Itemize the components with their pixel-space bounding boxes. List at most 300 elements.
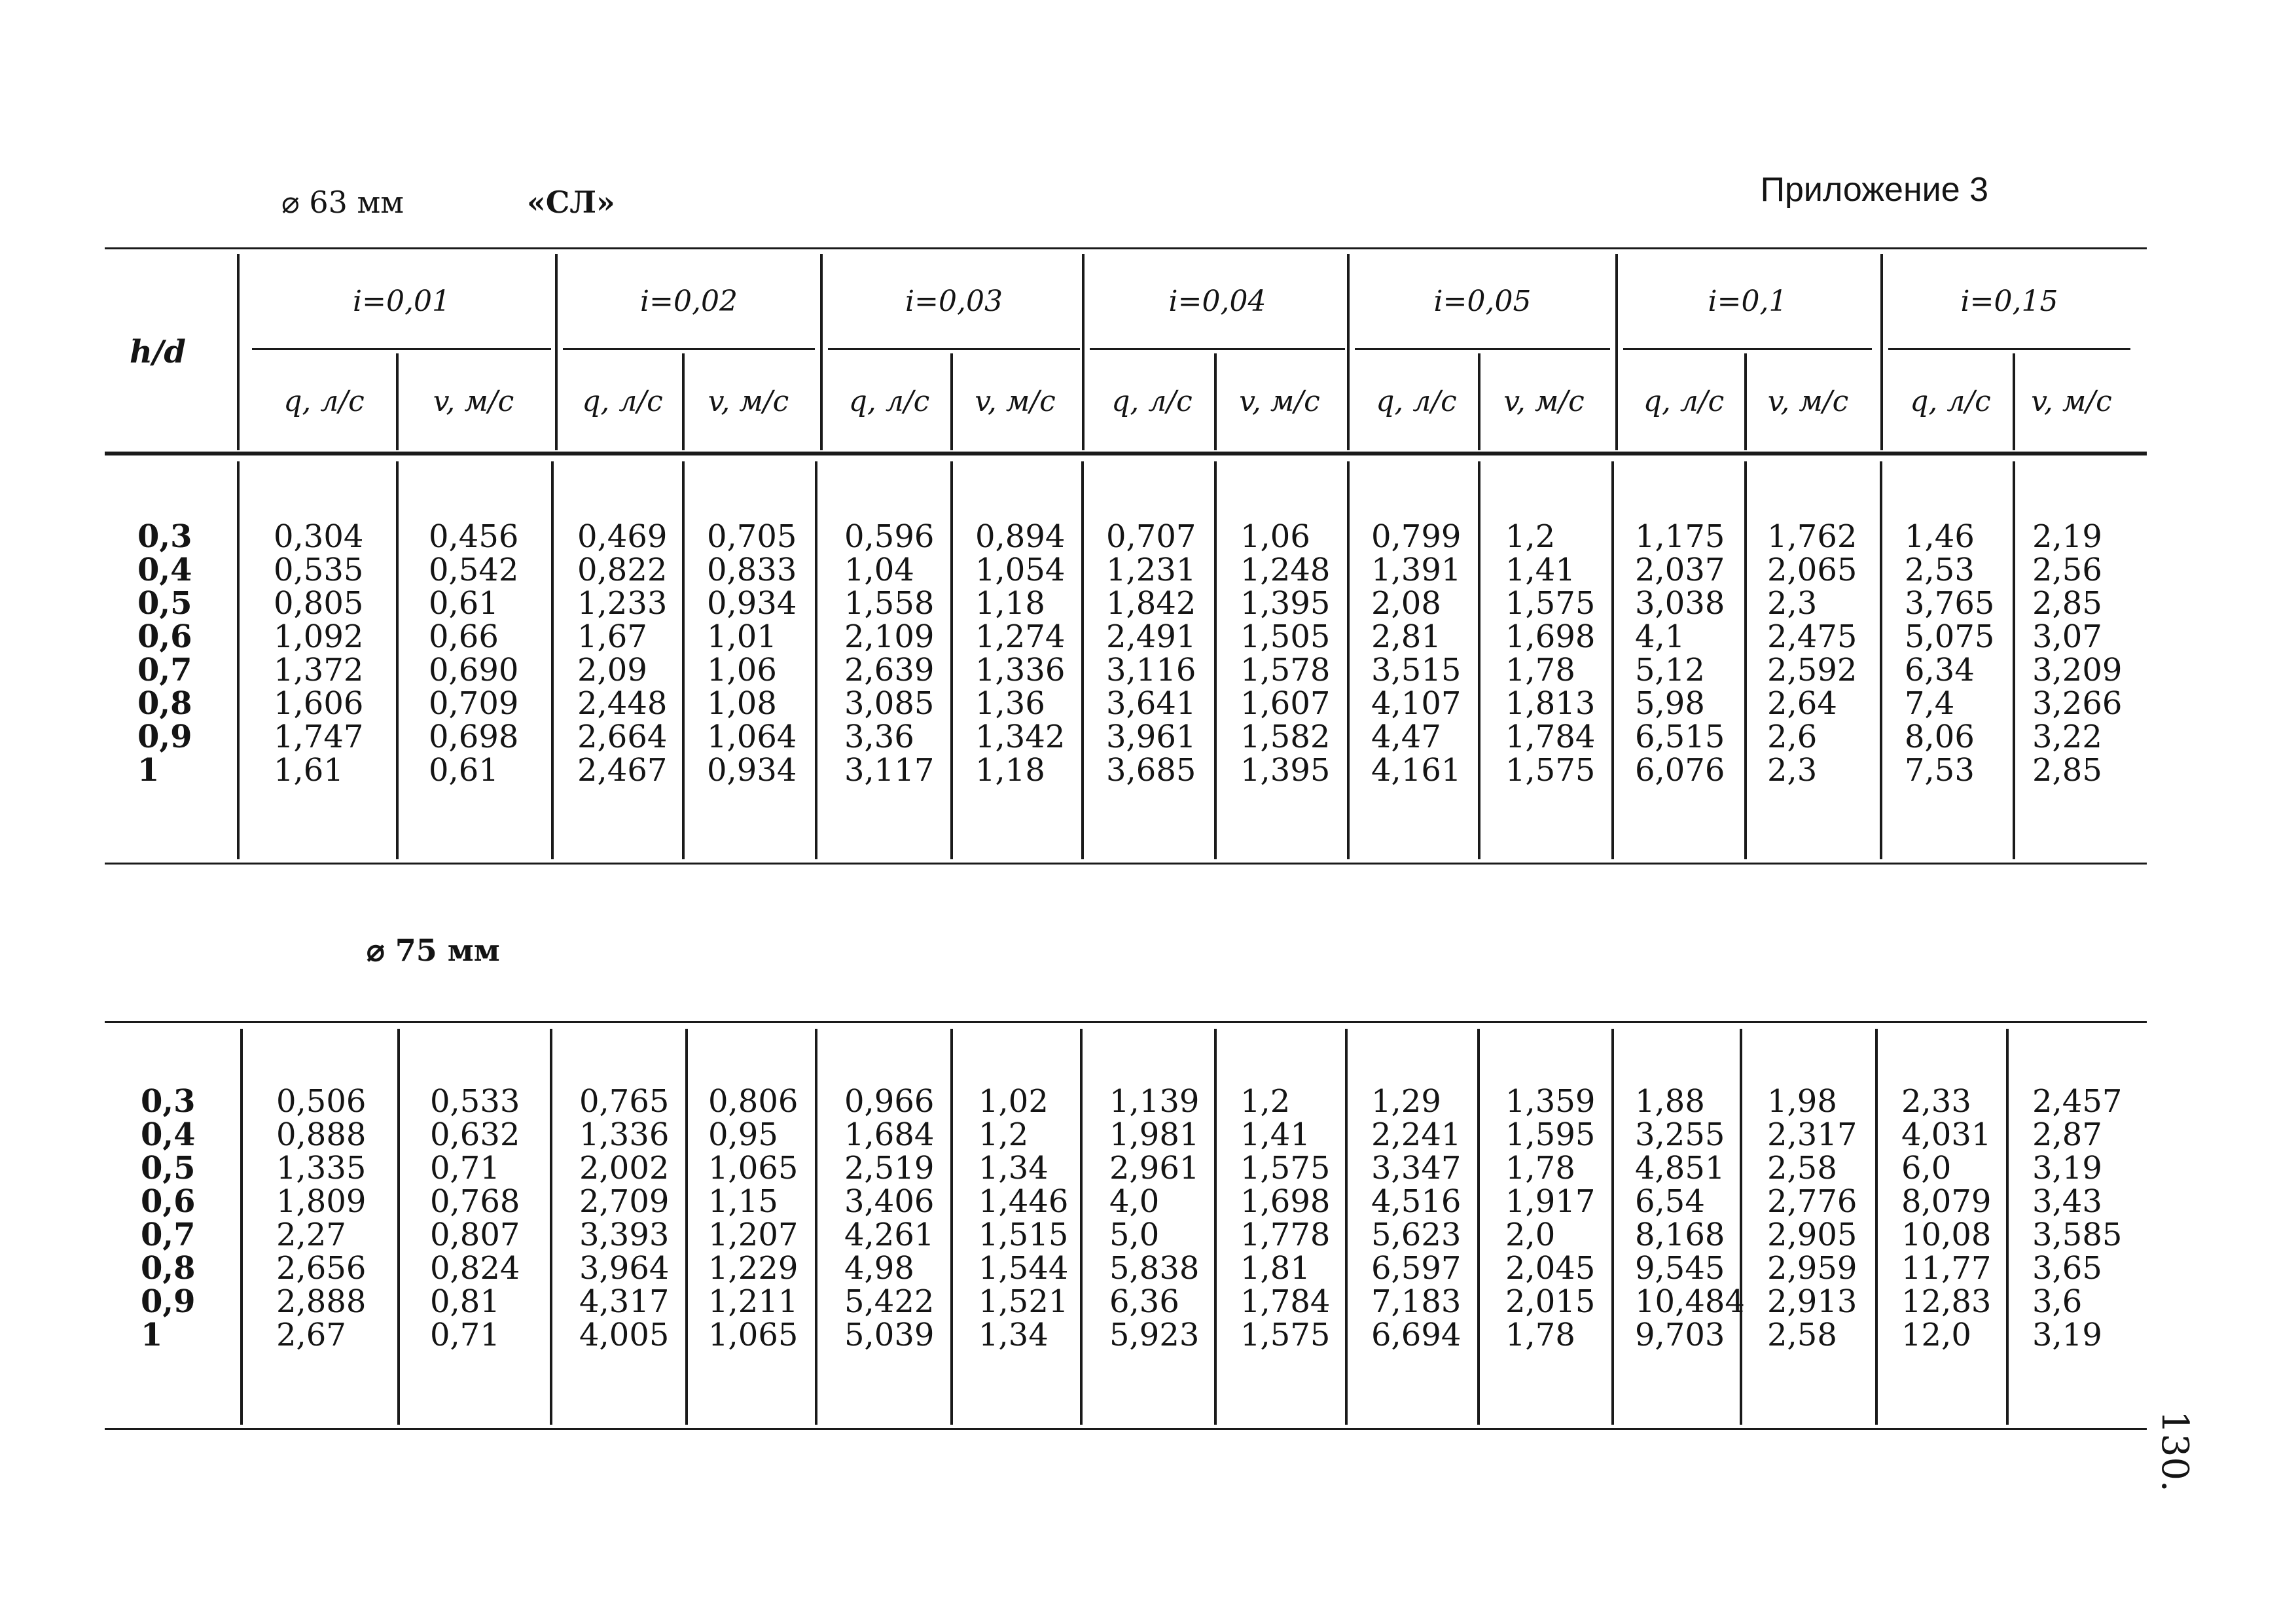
- table-cell: 2,08: [1371, 585, 1441, 622]
- table-cell: 1,139: [1109, 1083, 1200, 1120]
- table-cell: 8,06: [1905, 719, 1975, 755]
- table-cell: 6,076: [1635, 752, 1725, 789]
- table-cell: 3,685: [1106, 752, 1196, 789]
- group-sub-rule: [563, 348, 815, 350]
- diameter-63-label: ⌀ 63 мм: [281, 185, 404, 220]
- table-cell: 0,95: [708, 1116, 778, 1153]
- table-cell: 5,075: [1905, 618, 1995, 655]
- table-cell: 1,575: [1240, 1150, 1331, 1186]
- table-cell: 0,822: [577, 552, 668, 588]
- table1-bottom-rule: [105, 863, 2147, 865]
- table-cell: 0,707: [1106, 518, 1196, 555]
- flow-rate-header: q, л/с: [1643, 385, 1725, 418]
- table1-subheader-divider: [950, 353, 953, 450]
- table2-column: [1635, 1085, 1745, 1352]
- table-cell: 5,12: [1635, 652, 1705, 688]
- table-cell: 6,597: [1371, 1250, 1462, 1287]
- table-cell: 1,336: [579, 1116, 670, 1153]
- velocity-header: v, м/с: [1767, 385, 1849, 418]
- table-cell: 1,698: [1240, 1183, 1331, 1220]
- table-cell: 1,575: [1505, 752, 1596, 789]
- table-cell: 3,36: [844, 719, 914, 755]
- table-cell: 2,959: [1767, 1250, 1857, 1287]
- table-cell: 1,335: [276, 1150, 367, 1186]
- velocity-header: v, м/с: [708, 385, 789, 418]
- table-cell: 1,81: [1240, 1250, 1310, 1287]
- table-cell: 3,6: [2032, 1283, 2083, 1320]
- table-cell: 1,2: [1240, 1083, 1291, 1120]
- table-cell: 2,491: [1106, 618, 1196, 655]
- table2-column-divider: [950, 1029, 953, 1425]
- table-cell: 5,98: [1635, 685, 1705, 722]
- table-cell: 1,336: [975, 652, 1066, 688]
- table-cell: 5,039: [844, 1317, 935, 1353]
- table2-column: [1901, 1085, 1991, 1352]
- table-cell: 1,092: [274, 618, 364, 655]
- table-cell: 0,542: [429, 552, 519, 588]
- group-header: i=0,02: [640, 285, 738, 318]
- table1-subheader-divider: [396, 353, 399, 450]
- table-cell: 1,29: [1371, 1083, 1441, 1120]
- table-cell: 3,585: [2032, 1217, 2123, 1253]
- table1-column-divider: [1478, 461, 1480, 859]
- table-cell: 1,784: [1505, 719, 1596, 755]
- table-cell: 1,372: [274, 652, 364, 688]
- table-cell: 11,77: [1901, 1250, 1992, 1287]
- table-cell: 4,317: [579, 1283, 670, 1320]
- table-cell: 3,641: [1106, 685, 1196, 722]
- table-cell: 9,703: [1635, 1317, 1725, 1353]
- group-sub-rule: [1355, 348, 1610, 350]
- table-cell: 0,709: [429, 685, 519, 722]
- table2-top-rule: [105, 1021, 2147, 1023]
- table-cell: 0,690: [429, 652, 519, 688]
- table1-column-divider: [1081, 461, 1084, 859]
- row-label: 1: [137, 752, 160, 789]
- table2-column-divider: [240, 1029, 243, 1425]
- table2-column: [708, 1085, 798, 1352]
- table-cell: 2,457: [2032, 1083, 2123, 1120]
- group-header: i=0,05: [1433, 285, 1532, 318]
- table-cell: 0,71: [430, 1317, 500, 1353]
- group-header: i=0,1: [1708, 285, 1787, 318]
- table1-column-divider: [950, 461, 953, 859]
- table-cell: 0,966: [844, 1083, 935, 1120]
- table-cell: 2,592: [1767, 652, 1857, 688]
- row-label: 0,4: [141, 1116, 196, 1153]
- table-cell: 1,41: [1240, 1116, 1310, 1153]
- table-cell: 1,395: [1240, 585, 1331, 622]
- table-cell: 4,98: [844, 1250, 914, 1287]
- table-cell: 0,71: [430, 1150, 500, 1186]
- table-cell: 4,005: [579, 1317, 670, 1353]
- group-header: i=0,03: [905, 285, 1003, 318]
- table-cell: 1,065: [708, 1150, 798, 1186]
- row-label: 0,3: [137, 518, 192, 555]
- velocity-header: v, м/с: [433, 385, 514, 418]
- flow-rate-header: q, л/с: [1910, 385, 1991, 418]
- table-cell: 1,06: [707, 652, 777, 688]
- table-cell: 2,64: [1767, 685, 1837, 722]
- table-cell: 5,923: [1109, 1317, 1200, 1353]
- table2-column-divider: [1611, 1029, 1614, 1425]
- row-label: 0,8: [141, 1250, 196, 1287]
- table1-column: [975, 520, 1065, 787]
- table-cell: 7,183: [1371, 1283, 1462, 1320]
- table-cell: 2,87: [2032, 1116, 2102, 1153]
- table-cell: 2,109: [844, 618, 935, 655]
- table-cell: 4,161: [1371, 752, 1462, 789]
- table-cell: 1,18: [975, 585, 1045, 622]
- table-cell: 0,805: [274, 585, 364, 622]
- table-cell: 0,533: [430, 1083, 520, 1120]
- table1-header-divider: [237, 254, 240, 450]
- table-cell: 1,446: [978, 1183, 1069, 1220]
- table1-column-divider: [682, 461, 685, 859]
- table-cell: 1,575: [1505, 585, 1596, 622]
- table-cell: 10,484: [1635, 1283, 1745, 1320]
- table-cell: 1,46: [1905, 518, 1975, 555]
- table-cell: 6,0: [1901, 1150, 1952, 1186]
- table2-column-divider: [1214, 1029, 1217, 1425]
- table-cell: 1,2: [978, 1116, 1029, 1153]
- row-label: 0,6: [141, 1183, 196, 1220]
- velocity-header: v, м/с: [2031, 385, 2112, 418]
- table-cell: 1,211: [708, 1283, 798, 1320]
- table-cell: 1,67: [577, 618, 647, 655]
- row-label: 0,4: [137, 552, 192, 588]
- table-cell: 1,41: [1505, 552, 1575, 588]
- table2-column-divider: [1080, 1029, 1083, 1425]
- table-cell: 3,07: [2032, 618, 2102, 655]
- table-cell: 4,851: [1635, 1150, 1725, 1186]
- table-cell: 2,709: [579, 1183, 670, 1220]
- table-cell: 0,799: [1371, 518, 1462, 555]
- table2-column: [2032, 1085, 2122, 1352]
- table1-column: [274, 520, 363, 787]
- flow-rate-header: q, л/с: [582, 385, 663, 418]
- table-cell: 2,81: [1371, 618, 1441, 655]
- table-cell: 0,61: [429, 585, 499, 622]
- table-cell: 3,266: [2032, 685, 2123, 722]
- table-cell: 2,448: [577, 685, 668, 722]
- table-cell: 0,833: [707, 552, 797, 588]
- table-cell: 6,694: [1371, 1317, 1462, 1353]
- table-cell: 1,064: [707, 719, 797, 755]
- table-cell: 2,58: [1767, 1150, 1837, 1186]
- table2-column: [844, 1085, 934, 1352]
- table1-header-divider: [1880, 254, 1883, 450]
- table-cell: 2,33: [1901, 1083, 1971, 1120]
- table-cell: 1,342: [975, 719, 1066, 755]
- table-cell: 3,038: [1635, 585, 1725, 622]
- table-cell: 2,002: [579, 1150, 670, 1186]
- row-label: 0,8: [137, 685, 192, 722]
- table-cell: 1,02: [978, 1083, 1049, 1120]
- table-cell: 2,065: [1767, 552, 1857, 588]
- group-header: i=0,01: [353, 285, 450, 318]
- table-cell: 2,037: [1635, 552, 1725, 588]
- row-label: 0,9: [141, 1283, 196, 1320]
- table-cell: 2,6: [1767, 719, 1818, 755]
- table-cell: 3,116: [1106, 652, 1196, 688]
- table-cell: 2,3: [1767, 585, 1818, 622]
- table-cell: 0,806: [708, 1083, 798, 1120]
- table-cell: 1,813: [1505, 685, 1596, 722]
- row-label: 1: [141, 1317, 163, 1353]
- table-cell: 2,241: [1371, 1116, 1462, 1153]
- page-number: 130.: [2153, 1410, 2196, 1492]
- table-cell: 3,117: [844, 752, 935, 789]
- table-cell: 0,506: [276, 1083, 367, 1120]
- table-cell: 1,15: [708, 1183, 778, 1220]
- table-cell: 0,934: [707, 585, 797, 622]
- table-cell: 1,544: [978, 1250, 1069, 1287]
- table-cell: 2,85: [2032, 585, 2102, 622]
- table2-column: [276, 1085, 366, 1352]
- table-cell: 0,469: [577, 518, 668, 555]
- table1-subheader-divider: [2013, 353, 2015, 450]
- table-cell: 1,34: [978, 1150, 1049, 1186]
- table-cell: 5,623: [1371, 1217, 1462, 1253]
- table-cell: 1,747: [274, 719, 364, 755]
- table2-column-divider: [2006, 1029, 2009, 1425]
- table-cell: 1,809: [276, 1183, 367, 1220]
- table-cell: 1,08: [707, 685, 777, 722]
- group-header: i=0,15: [1960, 285, 2058, 318]
- table2-bottom-rule: [105, 1428, 2147, 1430]
- table-cell: 1,505: [1240, 618, 1331, 655]
- table2-column-divider: [397, 1029, 400, 1425]
- table-cell: 3,393: [579, 1217, 670, 1253]
- velocity-header: v, м/с: [1503, 385, 1585, 418]
- flow-rate-header: q, л/с: [1111, 385, 1193, 418]
- table-cell: 1,61: [274, 752, 344, 789]
- table2-column-divider: [550, 1029, 552, 1425]
- table1-column-divider: [1880, 461, 1882, 859]
- table-cell: 2,56: [2032, 552, 2102, 588]
- table-cell: 5,0: [1109, 1217, 1160, 1253]
- diameter-75-label: ⌀ 75 мм: [367, 933, 500, 968]
- table1-column-divider: [815, 461, 817, 859]
- table-cell: 4,107: [1371, 685, 1462, 722]
- table1-column: [2032, 520, 2122, 787]
- table-cell: 9,545: [1635, 1250, 1725, 1287]
- table-cell: 1,395: [1240, 752, 1331, 789]
- row-label: 0,7: [141, 1217, 196, 1253]
- table-cell: 0,765: [579, 1083, 670, 1120]
- table1-column-divider: [2013, 461, 2015, 859]
- table-cell: 4,1: [1635, 618, 1685, 655]
- table2-column: [430, 1085, 520, 1352]
- table1-column: [429, 520, 518, 787]
- group-sub-rule: [1888, 348, 2130, 350]
- row-label: 0,5: [137, 585, 192, 622]
- table1-header-divider: [1347, 254, 1350, 450]
- group-sub-rule: [1090, 348, 1345, 350]
- table-cell: 4,516: [1371, 1183, 1462, 1220]
- row-header-hd: h/d: [130, 334, 186, 370]
- table-cell: 0,698: [429, 719, 519, 755]
- table2-column-divider: [685, 1029, 688, 1425]
- table2-column: [978, 1085, 1068, 1352]
- table-cell: 2,519: [844, 1150, 935, 1186]
- table-cell: 1,2: [1505, 518, 1556, 555]
- table2-column-divider: [1875, 1029, 1878, 1425]
- table1-header-divider: [820, 254, 823, 450]
- table-cell: 1,391: [1371, 552, 1462, 588]
- table-cell: 2,888: [276, 1283, 367, 1320]
- table-cell: 3,19: [2032, 1317, 2102, 1353]
- table-cell: 2,85: [2032, 752, 2102, 789]
- flow-rate-header: q, л/с: [848, 385, 930, 418]
- table-cell: 6,36: [1109, 1283, 1179, 1320]
- row-label: 0,6: [137, 618, 192, 655]
- table-cell: 1,88: [1635, 1083, 1705, 1120]
- table2-column: [1371, 1085, 1461, 1352]
- group-sub-rule: [828, 348, 1080, 350]
- table-cell: 1,207: [708, 1217, 798, 1253]
- table-cell: 3,961: [1106, 719, 1196, 755]
- table-cell: 3,085: [844, 685, 935, 722]
- table-cell: 3,209: [2032, 652, 2123, 688]
- table1-column-divider: [1744, 461, 1747, 859]
- table-cell: 1,607: [1240, 685, 1331, 722]
- table-cell: 1,917: [1505, 1183, 1596, 1220]
- table1-column-divider: [1611, 461, 1614, 859]
- table2-column: [1505, 1085, 1595, 1352]
- table1-header-divider: [1615, 254, 1618, 450]
- table-cell: 0,824: [430, 1250, 520, 1287]
- table1-column: [577, 520, 667, 787]
- table-cell: 6,54: [1635, 1183, 1705, 1220]
- table-cell: 1,01: [707, 618, 777, 655]
- table-cell: 0,456: [429, 518, 519, 555]
- table-cell: 2,045: [1505, 1250, 1596, 1287]
- table1-subheader-divider: [1478, 353, 1480, 450]
- group-sub-rule: [1623, 348, 1872, 350]
- table1-column: [1635, 520, 1725, 787]
- table-cell: 2,0: [1505, 1217, 1556, 1253]
- table-cell: 3,255: [1635, 1116, 1725, 1153]
- table-cell: 1,231: [1106, 552, 1196, 588]
- table1-column: [1505, 520, 1595, 787]
- table1-column: [1371, 520, 1461, 787]
- table-cell: 1,595: [1505, 1116, 1596, 1153]
- table-cell: 2,19: [2032, 518, 2102, 555]
- table-cell: 0,61: [429, 752, 499, 789]
- table-cell: 0,705: [707, 518, 797, 555]
- table-cell: 4,261: [844, 1217, 935, 1253]
- table-cell: 3,22: [2032, 719, 2102, 755]
- table2-column: [1109, 1085, 1199, 1352]
- table2-column: [579, 1085, 669, 1352]
- table-cell: 2,3: [1767, 752, 1818, 789]
- table-cell: 6,34: [1905, 652, 1975, 688]
- table-cell: 10,08: [1901, 1217, 1992, 1253]
- table-cell: 1,606: [274, 685, 364, 722]
- series-label: «СЛ»: [527, 185, 615, 220]
- table-cell: 2,27: [276, 1217, 346, 1253]
- table-cell: 1,521: [978, 1283, 1069, 1320]
- table-cell: 0,768: [430, 1183, 520, 1220]
- table-cell: 1,582: [1240, 719, 1331, 755]
- table-cell: 2,58: [1767, 1317, 1837, 1353]
- table-cell: 1,34: [978, 1317, 1049, 1353]
- table-cell: 1,698: [1505, 618, 1596, 655]
- table-cell: 12,0: [1901, 1317, 1971, 1353]
- table-cell: 2,475: [1767, 618, 1857, 655]
- table-cell: 7,53: [1905, 752, 1975, 789]
- table2-column: [1240, 1085, 1330, 1352]
- table1-column: [1240, 520, 1330, 787]
- table-cell: 3,347: [1371, 1150, 1462, 1186]
- table-cell: 2,467: [577, 752, 668, 789]
- table-cell: 0,632: [430, 1116, 520, 1153]
- table-cell: 1,778: [1240, 1217, 1331, 1253]
- table-cell: 4,0: [1109, 1183, 1160, 1220]
- table-cell: 1,558: [844, 585, 935, 622]
- table-cell: 1,06: [1240, 518, 1310, 555]
- table-cell: 3,43: [2032, 1183, 2102, 1220]
- table-cell: 1,762: [1767, 518, 1857, 555]
- table-cell: 1,78: [1505, 1150, 1575, 1186]
- table2-column-divider: [815, 1029, 817, 1425]
- table-cell: 2,905: [1767, 1217, 1857, 1253]
- table2-column: [1767, 1085, 1857, 1352]
- table-cell: 0,888: [276, 1116, 367, 1153]
- table-cell: 1,684: [844, 1116, 935, 1153]
- table1-header-rule: [105, 452, 2147, 455]
- table-cell: 3,19: [2032, 1150, 2102, 1186]
- table-cell: 1,36: [975, 685, 1045, 722]
- table1-column: [844, 520, 934, 787]
- table-cell: 1,175: [1635, 518, 1725, 555]
- table1-column-divider: [396, 461, 399, 859]
- table-cell: 1,78: [1505, 1317, 1575, 1353]
- table1-column-divider: [237, 461, 240, 859]
- table1-column-divider: [1214, 461, 1217, 859]
- table-cell: 1,054: [975, 552, 1066, 588]
- table-cell: 1,515: [978, 1217, 1069, 1253]
- table1-subheader-divider: [682, 353, 685, 450]
- table-cell: 1,248: [1240, 552, 1331, 588]
- table1-column: [1905, 520, 1994, 787]
- table-cell: 2,913: [1767, 1283, 1857, 1320]
- table-cell: 2,639: [844, 652, 935, 688]
- table-cell: 1,18: [975, 752, 1045, 789]
- appendix-label: Приложение 3: [1760, 171, 1988, 209]
- table-cell: 1,784: [1240, 1283, 1331, 1320]
- table-cell: 2,776: [1767, 1183, 1857, 1220]
- table-cell: 1,981: [1109, 1116, 1200, 1153]
- table1-column-divider: [1347, 461, 1350, 859]
- table-cell: 8,168: [1635, 1217, 1725, 1253]
- table-cell: 8,079: [1901, 1183, 1992, 1220]
- table-cell: 1,359: [1505, 1083, 1596, 1120]
- table-cell: 2,53: [1905, 552, 1975, 588]
- table-cell: 6,515: [1635, 719, 1725, 755]
- row-label: 0,3: [141, 1083, 196, 1120]
- table2-column-divider: [1477, 1029, 1480, 1425]
- table-cell: 5,838: [1109, 1250, 1200, 1287]
- table-cell: 2,317: [1767, 1116, 1857, 1153]
- table1-column: [707, 520, 797, 787]
- table-cell: 2,015: [1505, 1283, 1596, 1320]
- table-cell: 1,274: [975, 618, 1066, 655]
- group-sub-rule: [252, 348, 551, 350]
- table1-top-rule: [105, 247, 2147, 249]
